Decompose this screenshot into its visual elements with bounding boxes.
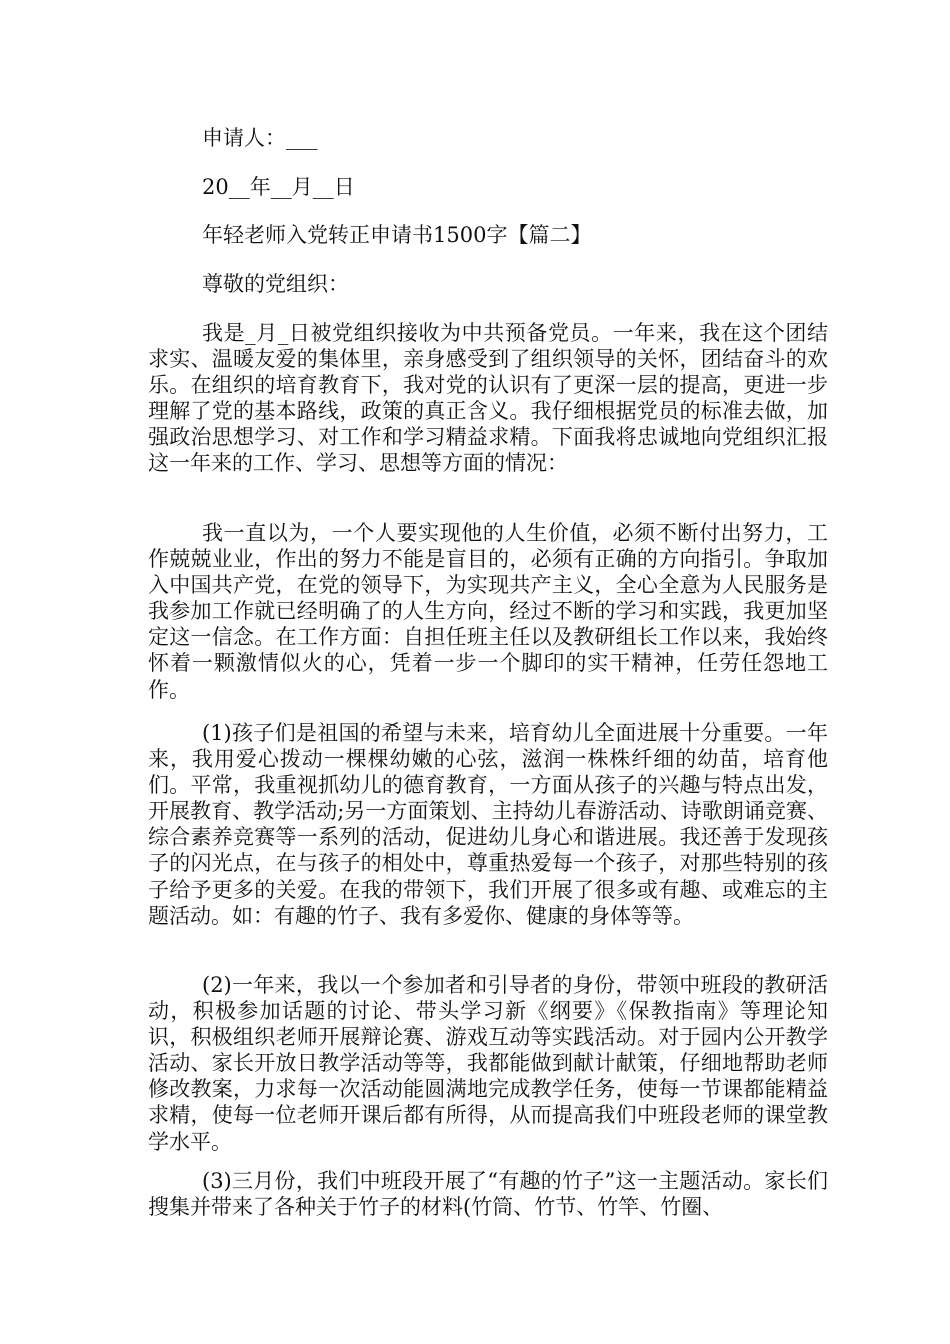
document-title: 年轻老师入党转正申请书1500字【篇二】 [202,223,592,247]
salutation: 尊敬的党组织： [202,272,349,296]
paragraph-point-1: (1)孩子们是祖国的希望与未来，培育幼儿全面进展十分重要。一年来，我用爱心拨动一棵棵幼嫩的心弦，滋润一株株纤细的幼苗，培育他们。平常，我重视抓幼儿的德育教育，一方面从孩子的兴趣与特点出发，开展教育、教学活动;另一方面策划、主持幼儿春游活动、诗歌朗诵竞赛、综合素养竞赛等一系列的活动，促进幼儿身心和谐进展。我还善于发现孩子的闪光点，在与孩子的相处中，尊重热爱每一个孩子，对那些特别的孩子给予更多的关爱。在我的带领下，我们开展了很多或有趣、或难忘的主题活动。如：有趣的竹子、我有多爱你、健康的身体等等。 [148,721,828,928]
date-line: 20__年__月__日 [202,175,355,199]
paragraph-point-3: (3)三月份，我们中班段开展了“有趣的竹子”这一主题活动。家长们搜集并带来了各种关于竹子的材料(竹筒、竹节、竹竿、竹圈、 [148,1169,828,1220]
paragraph-intro: 我是_月_日被党组织接收为中共预备党员。一年来，我在这个团结求实、温暖友爱的集体里，亲身感受到了组织领导的关怀，团结奋斗的欢乐。在组织的培育教育下，我对党的认识有了更深一层的提高，更进一步理解了党的基本路线，政策的真正含义。我仔细根据党员的标准去做，加强政治思想学习、对工作和学习精益求精。下面我将忠诚地向党组织汇报这一年来的工作、学习、思想等方面的情况： [148,321,828,476]
paragraph-belief: 我一直以为，一个人要实现他的人生价值，必须不断付出努力，工作兢兢业业，作出的努力不能是盲目的，必须有正确的方向指引。争取加入中国共产党，在党的领导下，为实现共产主义，全心全意为人民服务是我参加工作就已经明确了的人生方向，经过不断的学习和实践，我更加坚定这一信念。在工作方面：自担任班主任以及教研组长工作以来，我始终怀着一颗激情似火的心，凭着一步一个脚印的实干精神，任劳任怨地工作。 [148,521,828,702]
applicant-line: 申请人：___ [202,126,318,150]
paragraph-point-2: (2)一年来，我以一个参加者和引导者的身份，带领中班段的教研活动，积极参加话题的讨论、带头学习新《纲要》《保教指南》等理论知识，积极组织老师开展辩论赛、游戏互动等实践活动。对于园内公开教学活动、家长开放日教学活动等等，我都能做到献计献策，仔细地帮助老师修改教案，力求每一次活动能圆满地完成教学任务，使每一节课都能精益求精，使每一位老师开课后都有所得，从而提高我们中班段老师的课堂教学水平。 [148,973,828,1154]
